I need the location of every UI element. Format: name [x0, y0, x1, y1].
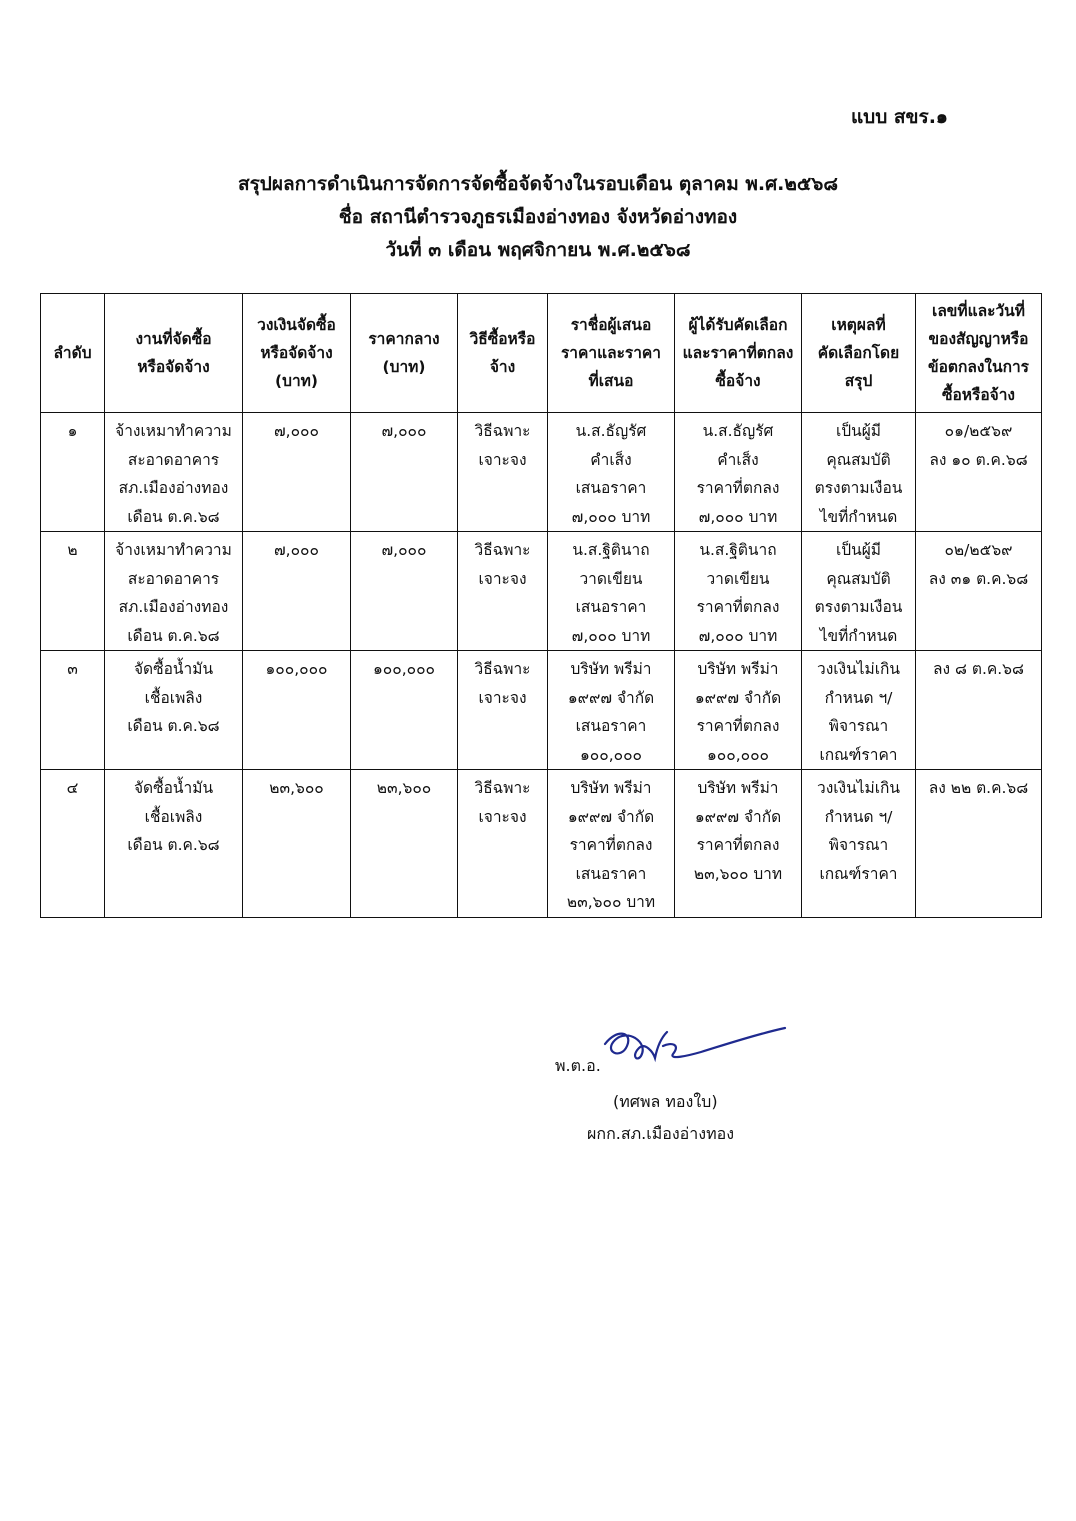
cell-method — [458, 770, 548, 918]
header-text: ราชื่อผู้เสนอ — [570, 316, 652, 334]
cell-selection-reason — [802, 532, 916, 651]
cell-reference-price — [351, 651, 458, 770]
cell-text: ราคาที่ตกลง — [696, 836, 780, 854]
cell-text: ๑ — [67, 422, 78, 440]
signer-name: (ทศพล ทองใบ) — [613, 1092, 718, 1111]
header-text: (บาท) — [275, 372, 318, 390]
cell-text: เจาะจง — [478, 807, 527, 826]
header-text: หรือจัดจ้าง — [137, 358, 210, 376]
cell-contract-ref — [916, 532, 1042, 651]
cell-text: ราคาที่ตกลง — [569, 836, 653, 854]
cell-budget — [243, 532, 351, 651]
cell-selected-vendor — [675, 770, 802, 918]
cell-text: วิธีฉพาะ — [474, 541, 531, 559]
cell-text: ไขที่กำหนด — [819, 507, 898, 526]
cell-text: ๗,๐๐๐ บาท — [571, 626, 651, 645]
cell-text: วาดเขียน — [706, 569, 770, 588]
cell-text: เดือน ต.ค.๖๘ — [127, 626, 220, 645]
cell-text: ๑๐๐,๐๐๐ — [372, 660, 436, 678]
cell-text: ๗,๐๐๐ บาท — [571, 507, 651, 526]
cell-text: เสนอราคา — [575, 717, 647, 735]
cell-text: ๗,๐๐๐ บาท — [698, 507, 778, 526]
cell-bidders — [548, 651, 675, 770]
cell-text: ๗,๐๐๐ — [381, 541, 427, 559]
signer-rank: พ.ต.อ. — [555, 1056, 601, 1075]
header-budget — [243, 294, 351, 413]
cell-text: ๒๓,๖๐๐ — [269, 779, 324, 797]
cell-text: เดือน ต.ค.๖๘ — [127, 507, 220, 526]
cell-method — [458, 651, 548, 770]
cell-text: ราคาที่ตกลง — [696, 598, 780, 616]
header-text: เหตุผลที่ — [831, 316, 886, 334]
cell-text: ตรงตามเงือน — [814, 479, 903, 497]
cell-procurement-item — [105, 651, 243, 770]
cell-reference-price — [351, 413, 458, 532]
cell-selection-reason — [802, 651, 916, 770]
cell-text: ๑๙๙๗ จำกัด — [694, 688, 782, 707]
title-line-3: วันที่ ๓ เดือน พฤศจิกายน พ.ศ.๒๕๖๘ — [385, 239, 691, 261]
header-order — [41, 294, 105, 413]
cell-text: ๑๙๙๗ จำกัด — [567, 807, 655, 826]
cell-text: สะอาดอาคาร — [127, 569, 220, 588]
cell-text: ลง ๒๒ ต.ค.๖๘ — [928, 779, 1029, 797]
header-text: ราคาและราคา — [560, 344, 662, 362]
cell-text: วิธีฉพาะ — [474, 779, 531, 797]
cell-reference-price — [351, 532, 458, 651]
table-header-row — [41, 294, 1042, 413]
cell-text: ๓ — [67, 660, 78, 678]
signer-position: ผกก.สภ.เมืองอ่างทอง — [587, 1124, 735, 1143]
cell-text: เกณฑ์ราคา — [819, 864, 898, 883]
title-line-1: สรุปผลการดำเนินการจัดการจัดซื้อจัดจ้างในรอบเดือน ตุลาคม พ.ศ.๒๕๖๘ — [238, 173, 838, 195]
cell-text: ๒ — [67, 541, 78, 559]
cell-text: น.ส.ธัญรัศ — [702, 422, 774, 440]
cell-text: ๑๐๐,๐๐๐ — [706, 745, 770, 764]
cell-selection-reason — [802, 413, 916, 532]
header-text: คัดเลือกโดย — [817, 344, 900, 362]
cell-order — [41, 413, 105, 532]
form-code: แบบ สขร.๑ — [850, 106, 948, 128]
cell-text: ๗,๐๐๐ บาท — [698, 626, 778, 645]
cell-text: จ้างเหมาทำความ — [115, 422, 232, 440]
cell-text: เสนอราคา — [575, 864, 647, 883]
cell-text: ๐๑/๒๕๖๙ — [944, 422, 1013, 440]
cell-contract-ref — [916, 413, 1042, 532]
cell-text: เจาะจง — [478, 688, 527, 707]
handwritten-signature — [597, 1022, 797, 1072]
cell-selected-vendor — [675, 413, 802, 532]
table-row — [41, 651, 1042, 770]
cell-text: น.ส.ธัญรัศ — [575, 422, 647, 440]
cell-text: เดือน ต.ค.๖๘ — [127, 836, 220, 854]
cell-text: จัดซื้อน้ำมัน — [133, 779, 214, 797]
cell-text: บริษัท พรีม่า — [697, 660, 779, 678]
cell-text: เป็นผู้มี — [835, 541, 882, 559]
header-text: สรุป — [844, 372, 873, 390]
table-row — [41, 770, 1042, 918]
cell-text: ราคาที่ตกลง — [696, 479, 780, 497]
cell-text: สภ.เมืองอ่างทอง — [118, 479, 229, 497]
table-row — [41, 532, 1042, 651]
cell-text: ๒๓,๖๐๐ บาท — [566, 893, 656, 911]
header-method — [458, 294, 548, 413]
header-text: จ้าง — [489, 358, 516, 376]
header-text: เลขที่และวันที่ — [932, 302, 1025, 320]
cell-text: สภ.เมืองอ่างทอง — [118, 598, 229, 616]
table-body — [41, 413, 1042, 918]
header-text: ซื้อหรือจ้าง — [941, 386, 1016, 404]
cell-procurement-item — [105, 532, 243, 651]
cell-text: เสนอราคา — [575, 598, 647, 616]
cell-text: ราคาที่ตกลง — [696, 717, 780, 735]
header-text: ซื้อจ้าง — [715, 372, 761, 390]
cell-selected-vendor — [675, 651, 802, 770]
cell-text: ไขที่กำหนด — [819, 626, 898, 645]
cell-text: เจาะจง — [478, 569, 527, 588]
cell-text: ลง ๘ ต.ค.๖๘ — [933, 660, 1024, 678]
header-procurement-item — [105, 294, 243, 413]
header-selected-vendor — [675, 294, 802, 413]
header-text: ข้อตกลงในการ — [928, 358, 1029, 376]
header-text: (บาท) — [382, 358, 426, 376]
cell-text: เจาะจง — [478, 450, 527, 469]
cell-text: วิธีฉพาะ — [474, 660, 531, 678]
header-bidders — [548, 294, 675, 413]
header-text: และราคาที่ตกลง — [682, 344, 794, 362]
cell-procurement-item — [105, 413, 243, 532]
cell-text: คำเส็ง — [590, 450, 632, 469]
cell-text: วาดเขียน — [579, 569, 643, 588]
cell-method — [458, 413, 548, 532]
header-text: ลำดับ — [53, 344, 92, 362]
cell-text: น.ส.ฐิตินาถ — [572, 541, 650, 559]
cell-text: เชื้อเพลิง — [144, 807, 203, 826]
header-text: วงเงินจัดซื้อ — [257, 316, 336, 334]
title-line-2: ชื่อ สถานีตำรวจภูธรเมืองอ่างทอง จังหวัดอ่างทอง — [338, 206, 738, 228]
header-text: หรือจัดจ้าง — [260, 344, 333, 362]
cell-selected-vendor — [675, 532, 802, 651]
cell-text: ๒๓,๖๐๐ บาท — [693, 864, 783, 883]
header-text: ผู้ได้รับคัดเลือก — [688, 316, 788, 334]
cell-text: ๑๐๐,๐๐๐ — [579, 745, 643, 764]
cell-text: คุณสมบัติ — [826, 450, 891, 469]
cell-text: สะอาดอาคาร — [127, 450, 220, 469]
cell-contract-ref — [916, 770, 1042, 918]
cell-order — [41, 770, 105, 918]
document-title — [0, 168, 1076, 267]
cell-text: น.ส.ฐิตินาถ — [699, 541, 777, 559]
header-contract-ref — [916, 294, 1042, 413]
cell-text: ๗,๐๐๐ — [274, 541, 319, 559]
cell-text: ๑๙๙๗ จำกัด — [567, 688, 655, 707]
cell-text: เกณฑ์ราคา — [819, 745, 898, 764]
table-row — [41, 413, 1042, 532]
cell-bidders — [548, 532, 675, 651]
cell-selection-reason — [802, 770, 916, 918]
cell-text: คำเส็ง — [717, 450, 759, 469]
cell-method — [458, 532, 548, 651]
cell-text: บริษัท พรีม่า — [570, 660, 652, 678]
cell-text: ลง ๓๑ ต.ค.๖๘ — [928, 569, 1029, 588]
cell-text: พิจารณา — [828, 717, 889, 735]
cell-text: ๗,๐๐๐ — [274, 422, 319, 440]
cell-bidders — [548, 770, 675, 918]
cell-text: กำหนด ฯ/ — [824, 807, 893, 826]
cell-bidders — [548, 413, 675, 532]
cell-order — [41, 532, 105, 651]
cell-contract-ref — [916, 651, 1042, 770]
cell-text: ตรงตามเงือน — [814, 598, 903, 616]
cell-text: วงเงินไม่เกิน — [816, 779, 901, 797]
cell-text: ๐๒/๒๕๖๙ — [944, 541, 1013, 559]
cell-text: กำหนด ฯ/ — [824, 688, 893, 707]
cell-text: ๗,๐๐๐ — [381, 422, 427, 440]
cell-text: ๑๙๙๗ จำกัด — [694, 807, 782, 826]
cell-budget — [243, 651, 351, 770]
cell-budget — [243, 770, 351, 918]
cell-text: ๔ — [66, 779, 79, 797]
cell-reference-price — [351, 770, 458, 918]
signature-block — [555, 1020, 855, 1170]
cell-text: ๒๓,๖๐๐ — [376, 779, 432, 797]
cell-text: จ้างเหมาทำความ — [115, 541, 232, 559]
header-text: วิธีซื้อหรือ — [469, 330, 536, 348]
cell-text: บริษัท พรีม่า — [697, 779, 779, 797]
cell-text: เดือน ต.ค.๖๘ — [127, 717, 220, 735]
cell-text: ลง ๑๐ ต.ค.๖๘ — [929, 450, 1028, 469]
cell-budget — [243, 413, 351, 532]
header-selection-reason — [802, 294, 916, 413]
cell-text: วงเงินไม่เกิน — [816, 660, 901, 678]
cell-order — [41, 651, 105, 770]
cell-text: บริษัท พรีม่า — [570, 779, 652, 797]
cell-text: จัดซื้อน้ำมัน — [133, 660, 214, 678]
header-text: ที่เสนอ — [588, 372, 634, 390]
header-text: ราคากลาง — [368, 330, 440, 348]
cell-procurement-item — [105, 770, 243, 918]
header-text: งานที่จัดซื้อ — [135, 330, 212, 348]
cell-text: คุณสมบัติ — [826, 569, 891, 588]
procurement-table — [40, 293, 1042, 918]
cell-text: วิธีฉพาะ — [474, 422, 531, 440]
cell-text: เป็นผู้มี — [835, 422, 882, 440]
header-reference-price — [351, 294, 458, 413]
cell-text: เสนอราคา — [575, 479, 647, 497]
cell-text: พิจารณา — [828, 836, 889, 854]
cell-text: เชื้อเพลิง — [144, 688, 203, 707]
cell-text: ๑๐๐,๐๐๐ — [265, 660, 328, 678]
header-text: ของสัญญาหรือ — [928, 330, 1029, 348]
